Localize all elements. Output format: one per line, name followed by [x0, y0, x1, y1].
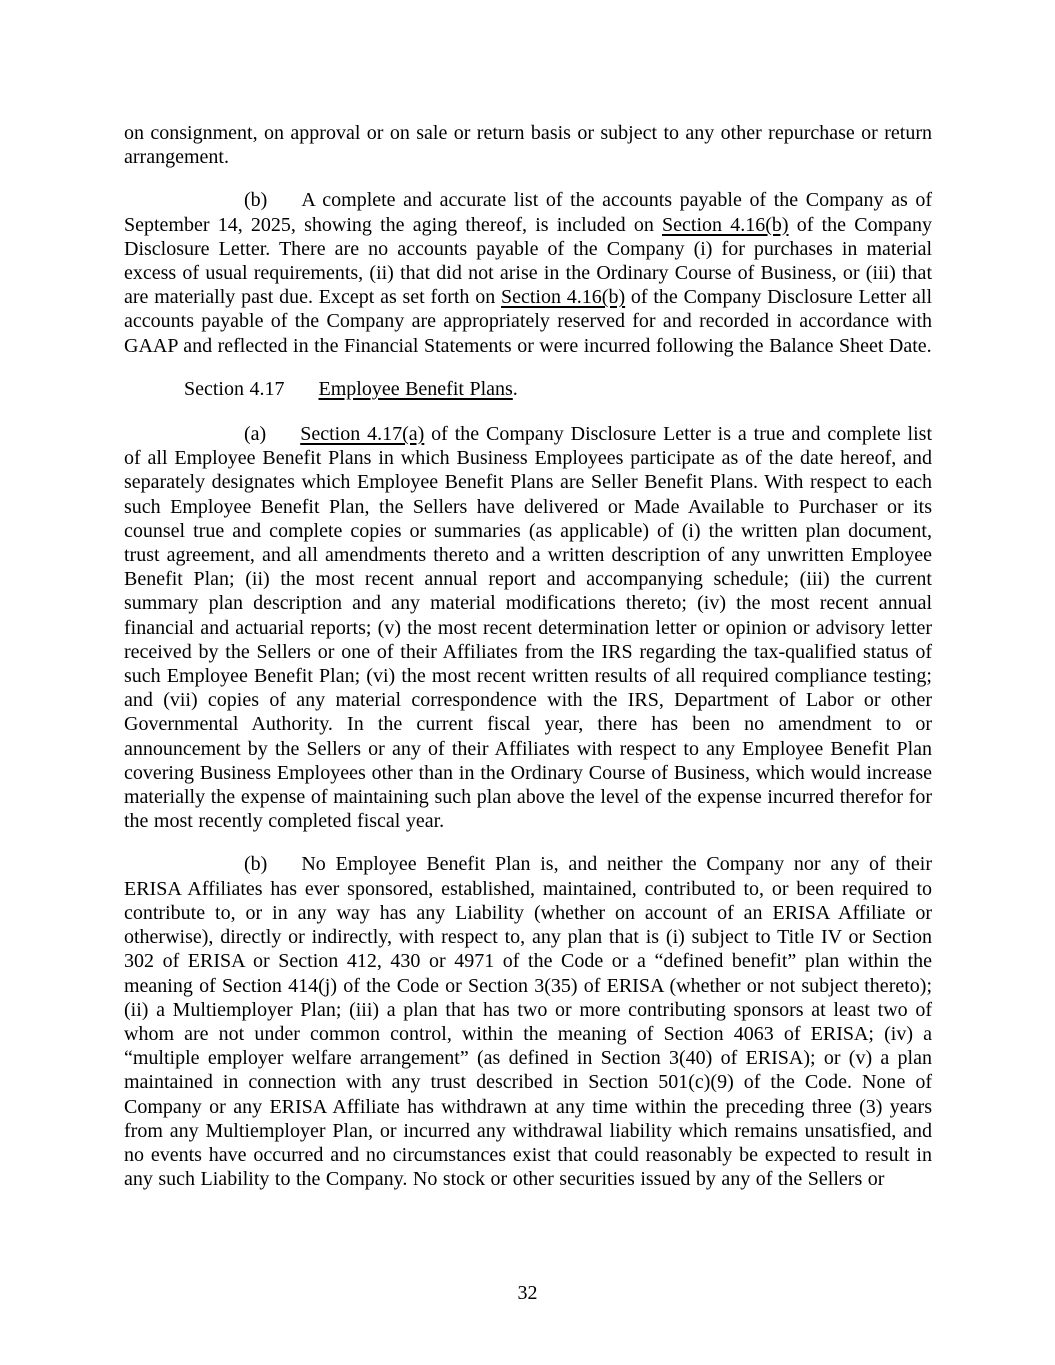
- text-run: No Employee Benefit Plan is, and neither the Company nor any of their ERISA Affiliates has ever sponsored, established, maintained, contributed to, or been required to contribute to, or in any way has any Liability (whether on account of an ERISA Affiliate or otherwise), directly or indirectly, with respect to, any plan that is (i) subject to Title IV or Section 302 of ERISA or Section 412, 430 or 4971 of the Code or a “defined benefit” plan within the meaning of Section 414(j) of the Code or Section 3(35) of ERISA (whether or not subject thereto); (ii) a Multiemployer Plan; (iii) a plan that has two or more contributing sponsors at least two of whom are not under common control, within the meaning of Section 4063 of ERISA; (iv) a “multiple employer welfare arrangement” (as defined in Section 3(40) of ERISA); or (v) a plan maintained in connection with any trust described in Section 501(c)(9) of the Code. None of Company or any ERISA Affiliate has withdrawn at any time within the preceding three (3) years from any Multiemployer Plan, or incurred any withdrawal liability which remains unsatisfied, and no events have occurred and no circumstances exist that could reasonably be expected to result in any such Liability to the Company. No stock or other securities issued by any of the Sellers or: [124, 853, 932, 1191]
- section-reference: Employee Benefit Plans: [318, 377, 513, 400]
- section-reference: Section 4.17(a): [300, 423, 425, 446]
- text-run: A complete and accurate list of the accounts payable of the Company as of September 14, 2025, showing the aging thereof, is included on: [124, 189, 932, 236]
- section-reference: Section 4.16(b): [501, 286, 626, 309]
- paragraph-label: Section 4.17: [184, 377, 285, 400]
- page-number: 32: [517, 1282, 538, 1304]
- paragraph-4-16-b-accounts-payable: [124, 188, 932, 357]
- paragraph-label: (b): [244, 189, 268, 212]
- text-run: of the Company Disclosure Letter. There are no accounts payable of the Company (i) for purchases in material excess of usual requirements, (ii) that did not arise in the Ordinary Course of Business, or (iii) that are materially past due. Except as set forth on: [124, 213, 932, 309]
- paragraph-label: (a): [244, 423, 267, 446]
- paragraph-label: (b): [244, 853, 268, 876]
- heading-section-4-17: [124, 377, 932, 401]
- text-run: on consignment, on approval or on sale or return basis or subject to any other repurchase or return arrangement.: [124, 122, 932, 169]
- document-body: [124, 121, 932, 1191]
- paragraph-4-17-a-benefit-plan-list: [124, 422, 932, 833]
- paragraph-consignment-continuation: [124, 121, 932, 169]
- text-run: of the Company Disclosure Letter is a true and complete list of all Employee Benefit Plans in which Business Employees participate as of the date hereof, and separately designates which Employee Benefit Plans are Seller Benefit Plans. With respect to each such Employee Benefit Plan, the Sellers have delivered or Made Available to Purchaser or its counsel true and complete copies or summaries (as applicable) of (i) the written plan document, trust agreement, and all amendments thereto and a written description of any unwritten Employee Benefit Plan; (ii) the most recent annual report and accompanying schedule; (iii) the current summary plan description and any material modifications thereto; (iv) the most recent annual financial and actuarial reports; (v) the most recent determination letter or opinion or advisory letter received by the Sellers or one of their Affiliates from the IRS regarding the tax-qualified status of such Employee Benefit Plan; (vi) the most recent written results of all required compliance testing; and (vii) copies of any material correspondence with the IRS, Department of Labor or other Governmental Authority. In the current fiscal year, there has been no amendment to or announcement by the Sellers or any of their Affiliates with respect to any Employee Benefit Plan covering Business Employees other than in the Ordinary Course of Business, which would increase materially the expense of maintaining such plan above the level of the expense incurred therefor for the most recently completed fiscal year.: [124, 423, 933, 833]
- text-run: of the Company Disclosure Letter all accounts payable of the Company are appropriately reserved for and recorded in accordance with GAAP and reflected in the Financial Statements or were incurred following the Balance Sheet Date.: [124, 286, 932, 357]
- section-reference: Section 4.16(b): [662, 213, 789, 236]
- text-run: .: [512, 377, 518, 400]
- paragraph-4-17-b-erisa: [124, 852, 932, 1191]
